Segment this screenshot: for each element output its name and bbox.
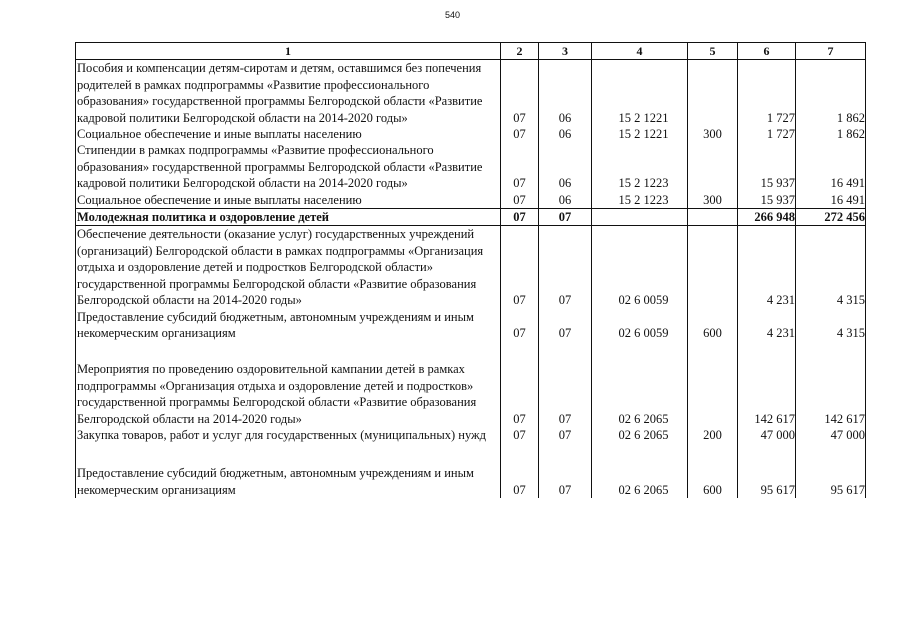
row-target-code: 15 2 1223 bbox=[592, 192, 688, 209]
row-amount-year2: 272 456 bbox=[796, 209, 866, 226]
row-section: 07 bbox=[501, 192, 539, 209]
table-header-row bbox=[76, 43, 866, 60]
row-name: Предоставление субсидий бюджетным, автономным учреждениям и иным некомерческим организациям bbox=[76, 309, 501, 342]
row-amount-year2: 16 491 bbox=[796, 192, 866, 209]
row-name: Социальное обеспечение и иные выплаты населению bbox=[76, 192, 501, 209]
row-amount-year2: 4 315 bbox=[796, 309, 866, 342]
row-target-code: 02 6 0059 bbox=[592, 309, 688, 342]
table-row bbox=[76, 443, 866, 498]
row-subsection: 06 bbox=[539, 126, 592, 142]
row-amount-year1: 142 617 bbox=[738, 341, 796, 427]
column-header-3: 3 bbox=[539, 43, 592, 60]
row-section: 07 bbox=[501, 226, 539, 309]
row-subsection: 07 bbox=[539, 443, 592, 498]
table-row bbox=[76, 192, 866, 209]
row-name: Закупка товаров, работ и услуг для государственных (муниципальных) нужд bbox=[76, 427, 501, 443]
row-name: Стипендии в рамках подпрограммы «Развитие профессионального образования» государственной программы Белгородской области «Развитие кадровой политики Белгородской области на 2014-2020 годы» bbox=[76, 142, 501, 191]
table-row bbox=[76, 126, 866, 142]
section-name: Молодежная политика и оздоровление детей bbox=[76, 209, 501, 226]
row-amount-year1: 1 727 bbox=[738, 126, 796, 142]
row-amount-year2: 95 617 bbox=[796, 443, 866, 498]
row-section: 07 bbox=[501, 126, 539, 142]
row-amount-year2: 1 862 bbox=[796, 60, 866, 126]
table-row bbox=[76, 427, 866, 443]
row-amount-year1: 4 231 bbox=[738, 309, 796, 342]
row-name: Предоставление субсидий бюджетным, автономным учреждениям и иным некомерческим организациям bbox=[76, 443, 501, 498]
row-section: 07 bbox=[501, 142, 539, 191]
row-expense-type: 600 bbox=[688, 443, 738, 498]
column-header-6: 6 bbox=[738, 43, 796, 60]
row-section: 07 bbox=[501, 309, 539, 342]
row-target-code bbox=[592, 209, 688, 226]
row-section: 07 bbox=[501, 341, 539, 427]
column-header-5: 5 bbox=[688, 43, 738, 60]
row-amount-year2: 4 315 bbox=[796, 226, 866, 309]
column-header-4: 4 bbox=[592, 43, 688, 60]
row-subsection: 06 bbox=[539, 192, 592, 209]
row-section: 07 bbox=[501, 209, 539, 226]
row-subsection: 06 bbox=[539, 142, 592, 191]
column-header-7: 7 bbox=[796, 43, 866, 60]
row-target-code: 02 6 2065 bbox=[592, 443, 688, 498]
row-subsection: 07 bbox=[539, 309, 592, 342]
row-section: 07 bbox=[501, 60, 539, 126]
budget-table bbox=[75, 42, 866, 498]
row-target-code: 02 6 0059 bbox=[592, 226, 688, 309]
row-subsection: 07 bbox=[539, 226, 592, 309]
row-name: Обеспечение деятельности (оказание услуг) государственных учреждений (организаций) Белгородской области в рамках подпрограммы «Организация отдыха и оздоровление детей и подростков Белгородской области» государственной программы Белгородской области «Развитие образования Белгородской области на 2014-2020 годы» bbox=[76, 226, 501, 309]
table-row bbox=[76, 341, 866, 427]
row-amount-year2: 1 862 bbox=[796, 126, 866, 142]
row-target-code: 02 6 2065 bbox=[592, 427, 688, 443]
table-row bbox=[76, 60, 866, 126]
row-name: Пособия и компенсации детям-сиротам и детям, оставшимся без попечения родителей в рамках подпрограммы «Развитие профессионального образования» государственной программы Белгородской области «Развитие кадровой политики Белгородской области на 2014-2020 годы» bbox=[76, 60, 501, 126]
row-section: 07 bbox=[501, 443, 539, 498]
row-expense-type bbox=[688, 341, 738, 427]
row-amount-year2: 16 491 bbox=[796, 142, 866, 191]
row-expense-type: 600 bbox=[688, 309, 738, 342]
table-row bbox=[76, 142, 866, 191]
row-target-code: 15 2 1223 bbox=[592, 142, 688, 191]
row-expense-type: 300 bbox=[688, 126, 738, 142]
row-expense-type bbox=[688, 60, 738, 126]
row-amount-year1: 266 948 bbox=[738, 209, 796, 226]
row-subsection: 06 bbox=[539, 60, 592, 126]
row-section: 07 bbox=[501, 427, 539, 443]
row-target-code: 15 2 1221 bbox=[592, 60, 688, 126]
column-header-1: 1 bbox=[76, 43, 501, 60]
row-amount-year2: 142 617 bbox=[796, 341, 866, 427]
row-subsection: 07 bbox=[539, 341, 592, 427]
row-target-code: 02 6 2065 bbox=[592, 341, 688, 427]
table-row bbox=[76, 309, 866, 342]
row-amount-year1: 15 937 bbox=[738, 192, 796, 209]
column-header-2: 2 bbox=[501, 43, 539, 60]
row-name: Социальное обеспечение и иные выплаты населению bbox=[76, 126, 501, 142]
row-expense-type: 300 bbox=[688, 192, 738, 209]
row-amount-year1: 95 617 bbox=[738, 443, 796, 498]
row-amount-year1: 4 231 bbox=[738, 226, 796, 309]
row-subsection: 07 bbox=[539, 209, 592, 226]
table-row bbox=[76, 226, 866, 309]
row-expense-type bbox=[688, 209, 738, 226]
section-row bbox=[76, 209, 866, 226]
row-expense-type bbox=[688, 226, 738, 309]
row-amount-year1: 15 937 bbox=[738, 142, 796, 191]
row-target-code: 15 2 1221 bbox=[592, 126, 688, 142]
page-number: 540 bbox=[444, 10, 461, 20]
row-amount-year1: 47 000 bbox=[738, 427, 796, 443]
row-amount-year2: 47 000 bbox=[796, 427, 866, 443]
row-expense-type: 200 bbox=[688, 427, 738, 443]
row-name: Мероприятия по проведению оздоровительной кампании детей в рамках подпрограммы «Организация отдыха и оздоровление детей и подростков» государственной программы Белгородской области «Развитие образования Белгородской области на 2014-2020 годы» bbox=[76, 341, 501, 427]
row-expense-type bbox=[688, 142, 738, 191]
row-subsection: 07 bbox=[539, 427, 592, 443]
row-amount-year1: 1 727 bbox=[738, 60, 796, 126]
